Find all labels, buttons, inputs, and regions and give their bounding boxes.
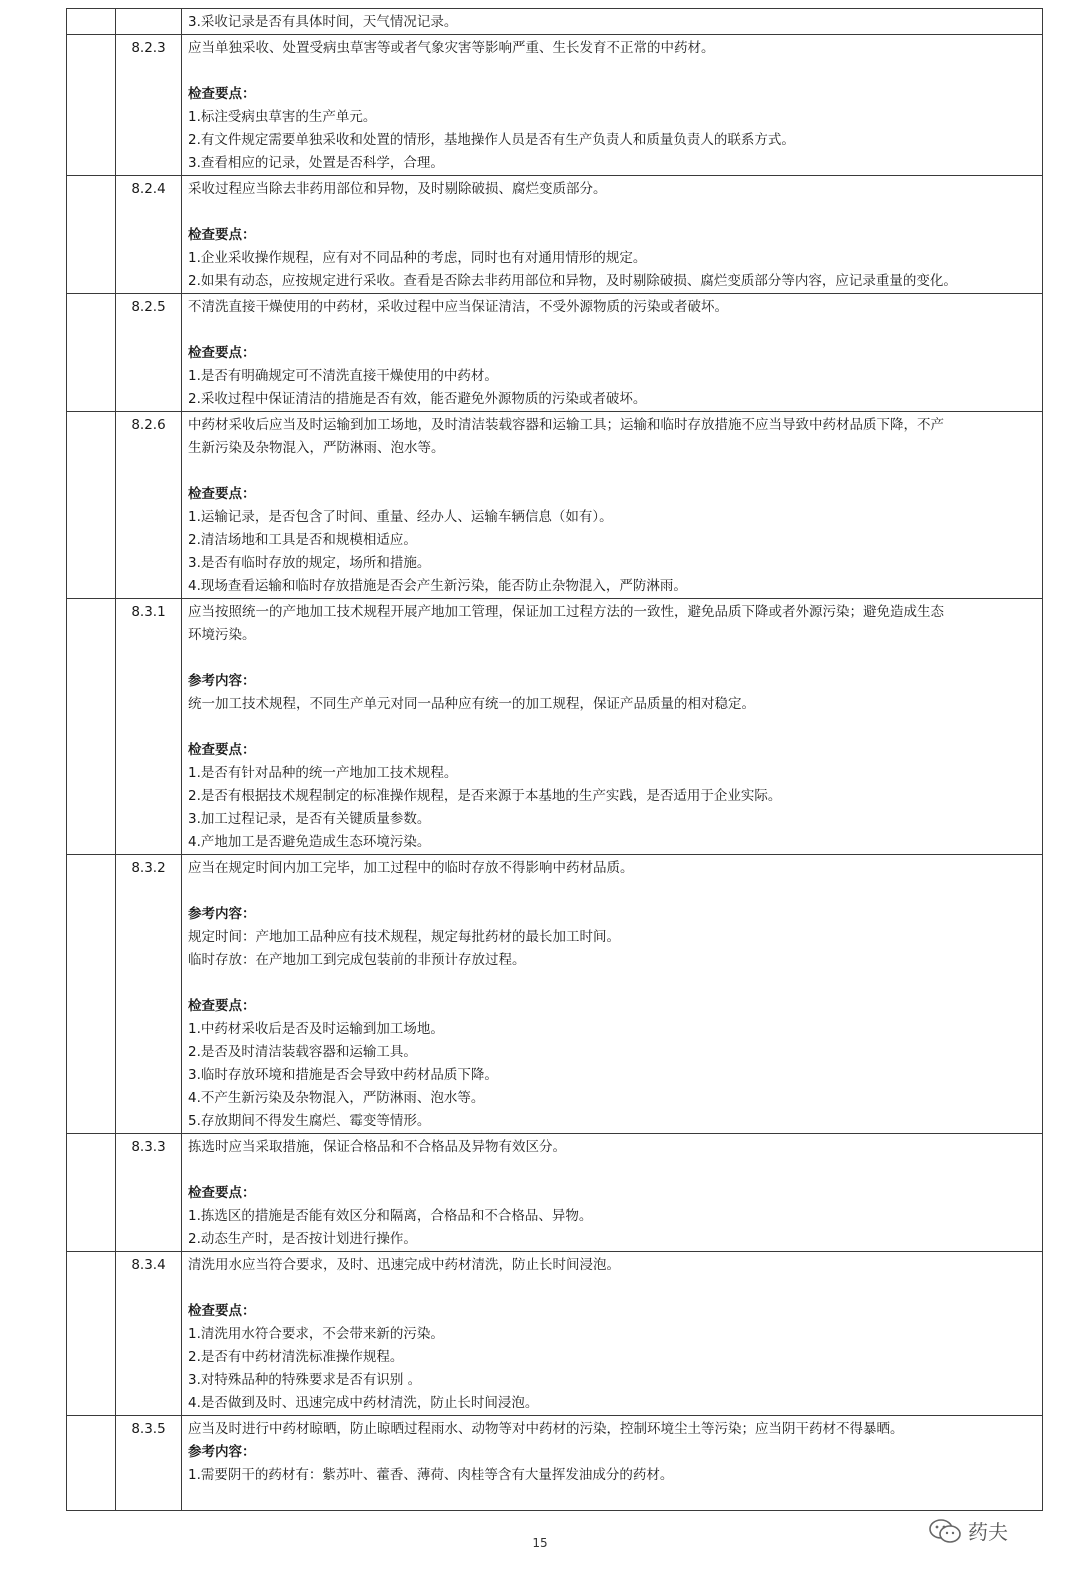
blank-cell (67, 176, 116, 294)
clause-code: 8.3.5 (116, 1416, 182, 1511)
clause-code (116, 9, 182, 35)
text-line: 1.标注受病虫草害的生产单元。 (188, 109, 377, 125)
clause-content (182, 1252, 1043, 1416)
text-line: 应当单独采收、处置受病虫草害等或者气象灾害等影响严重、生长发育不正常的中药材。 (188, 40, 715, 56)
blank-cell (67, 855, 116, 1134)
clause-code: 8.3.3 (116, 1134, 182, 1252)
blank-cell (67, 9, 116, 35)
section-heading: 参考内容： (188, 906, 256, 922)
text-line: 不清洗直接干燥使用的中药材，采收过程中应当保证清洁，不受外源物质的污染或者破坏。 (188, 299, 728, 315)
blank-cell (67, 1252, 116, 1416)
clause-code: 8.2.5 (116, 294, 182, 412)
clause-code: 8.2.3 (116, 35, 182, 176)
spacer (188, 201, 1036, 224)
blank-cell (67, 1134, 116, 1252)
page-number: 15 (532, 1536, 548, 1550)
watermark-text: 药夫 (968, 1520, 1008, 1544)
text-line: 1.是否有针对品种的统一产地加工技术规程。 (188, 765, 458, 781)
inspection-table (66, 8, 1043, 1511)
clause-content (182, 35, 1043, 176)
clause-content (182, 855, 1043, 1134)
table-row (67, 412, 1043, 599)
blank-cell (67, 35, 116, 176)
section-heading: 检查要点： (188, 227, 256, 243)
spacer (188, 647, 1036, 670)
table-row (67, 176, 1043, 294)
table-row (67, 1416, 1043, 1511)
section-heading: 检查要点： (188, 345, 256, 361)
spacer (188, 60, 1036, 83)
blank-cell (67, 294, 116, 412)
table-row (67, 1252, 1043, 1416)
text-line: 3.临时存放环境和措施是否会导致中药材品质下降。 (188, 1067, 498, 1083)
text-line: 应当按照统一的产地加工技术规程开展产地加工管理，保证加工过程方法的一致性，避免品质下降或者外源污染；避免造成生态 (188, 604, 944, 620)
text-line: 1.企业采收操作规程，应有对不同品种的考虑，同时也有对通用情形的规定。 (188, 250, 647, 266)
table-row (67, 1134, 1043, 1252)
blank-cell (67, 599, 116, 855)
text-line: 1.清洗用水符合要求，不会带来新的污染。 (188, 1326, 444, 1342)
text-line: 4.是否做到及时、迅速完成中药材清洗，防止长时间浸泡。 (188, 1395, 539, 1411)
blank-cell (67, 412, 116, 599)
text-line: 4.现场查看运输和临时存放措施是否会产生新污染，能否防止杂物混入，严防淋雨。 (188, 578, 687, 594)
text-line: 5.存放期间不得发生腐烂、霉变等情形。 (188, 1113, 431, 1129)
table-row (67, 855, 1043, 1134)
text-line: 3.查看相应的记录，处置是否科学，合理。 (188, 155, 444, 171)
text-line: 2.动态生产时，是否按计划进行操作。 (188, 1231, 417, 1247)
text-line: 2.是否有中药材清洗标准操作规程。 (188, 1349, 404, 1365)
clause-content (182, 294, 1043, 412)
clause-content (182, 176, 1043, 294)
text-line: 3.加工过程记录，是否有关键质量参数。 (188, 811, 431, 827)
text-line: 1.中药材采收后是否及时运输到加工场地。 (188, 1021, 444, 1037)
text-line: 规定时间：产地加工品种应有技术规程，规定每批药材的最长加工时间。 (188, 929, 620, 945)
text-line: 1.需要阴干的药材有：紫苏叶、藿香、薄荷、肉桂等含有大量挥发油成分的药材。 (188, 1467, 674, 1483)
clause-code: 8.2.4 (116, 176, 182, 294)
table-body (67, 9, 1043, 1511)
clause-content (182, 599, 1043, 855)
text-line: 1.是否有明确规定可不清洗直接干燥使用的中药材。 (188, 368, 498, 384)
text-line: 采收过程应当除去非药用部位和异物，及时剔除破损、腐烂变质部分。 (188, 181, 607, 197)
text-line: 2.是否及时清洁装载容器和运输工具。 (188, 1044, 417, 1060)
section-heading: 检查要点： (188, 1303, 256, 1319)
text-line: 3.是否有临时存放的规定，场所和措施。 (188, 555, 431, 571)
text-line: 2.有文件规定需要单独采收和处置的情形，基地操作人员是否有生产负责人和质量负责人的联系方式。 (188, 132, 795, 148)
text-line: 临时存放：在产地加工到完成包装前的非预计存放过程。 (188, 952, 526, 968)
section-heading: 参考内容： (188, 673, 256, 689)
clause-code: 8.2.6 (116, 412, 182, 599)
clause-content (182, 1134, 1043, 1252)
wechat-icon (928, 1518, 962, 1544)
clause-content (182, 9, 1043, 35)
text-line: 统一加工技术规程，不同生产单元对同一品种应有统一的加工规程，保证产品质量的相对稳定。 (188, 696, 755, 712)
text-line: 中药材采收后应当及时运输到加工场地，及时清洁装载容器和运输工具；运输和临时存放措施不应当导致中药材品质下降，不产 (188, 417, 944, 433)
text-line: 4.不产生新污染及杂物混入，严防淋雨、泡水等。 (188, 1090, 485, 1106)
section-heading: 参考内容： (188, 1444, 256, 1460)
table-row (67, 599, 1043, 855)
section-heading: 检查要点： (188, 86, 256, 102)
section-heading: 检查要点： (188, 1185, 256, 1201)
text-line: 生新污染及杂物混入，严防淋雨、泡水等。 (188, 440, 445, 456)
text-line: 环境污染。 (188, 627, 256, 643)
text-line: 4.产地加工是否避免造成生态环境污染。 (188, 834, 431, 850)
section-heading: 检查要点： (188, 998, 256, 1014)
spacer (188, 972, 1036, 995)
spacer (188, 716, 1036, 739)
blank-cell (67, 1416, 116, 1511)
spacer (188, 460, 1036, 483)
watermark (928, 1516, 1008, 1545)
text-line: 3.采收记录是否有具体时间，天气情况记录。 (188, 14, 458, 30)
table-row (67, 35, 1043, 176)
text-line: 2.如果有动态，应按规定进行采收。查看是否除去非药用部位和异物，及时剔除破损、腐烂变质部分等内容，应记录重量的变化。 (188, 273, 957, 289)
spacer (188, 1487, 1036, 1510)
text-line: 清洗用水应当符合要求，及时、迅速完成中药材清洗，防止长时间浸泡。 (188, 1257, 620, 1273)
text-line: 3.对特殊品种的特殊要求是否有识别 。 (188, 1372, 422, 1388)
text-line: 1.运输记录，是否包含了时间、重量、经办人、运输车辆信息（如有）。 (188, 509, 613, 525)
text-line: 应当及时进行中药材晾晒，防止晾晒过程雨水、动物等对中药材的污染，控制环境尘土等污染；应当阴干药材不得暴晒。 (188, 1421, 904, 1437)
clause-code: 8.3.4 (116, 1252, 182, 1416)
section-heading: 检查要点： (188, 486, 256, 502)
text-line: 拣选时应当采取措施，保证合格品和不合格品及异物有效区分。 (188, 1139, 566, 1155)
section-heading: 检查要点： (188, 742, 256, 758)
text-line: 1.拣选区的措施是否能有效区分和隔离，合格品和不合格品、异物。 (188, 1208, 593, 1224)
table-row (67, 294, 1043, 412)
text-line: 2.是否有根据技术规程制定的标准操作规程，是否来源于本基地的生产实践，是否适用于企业实际。 (188, 788, 782, 804)
spacer (188, 1277, 1036, 1300)
spacer (188, 319, 1036, 342)
table-row (67, 9, 1043, 35)
clause-code: 8.3.1 (116, 599, 182, 855)
text-line: 应当在规定时间内加工完毕，加工过程中的临时存放不得影响中药材品质。 (188, 860, 634, 876)
spacer (188, 880, 1036, 903)
clause-code: 8.3.2 (116, 855, 182, 1134)
clause-content (182, 412, 1043, 599)
text-line: 2.采收过程中保证清洁的措施是否有效，能否避免外源物质的污染或者破坏。 (188, 391, 647, 407)
clause-content (182, 1416, 1043, 1511)
spacer (188, 1159, 1036, 1182)
text-line: 2.清洁场地和工具是否和规模相适应。 (188, 532, 417, 548)
